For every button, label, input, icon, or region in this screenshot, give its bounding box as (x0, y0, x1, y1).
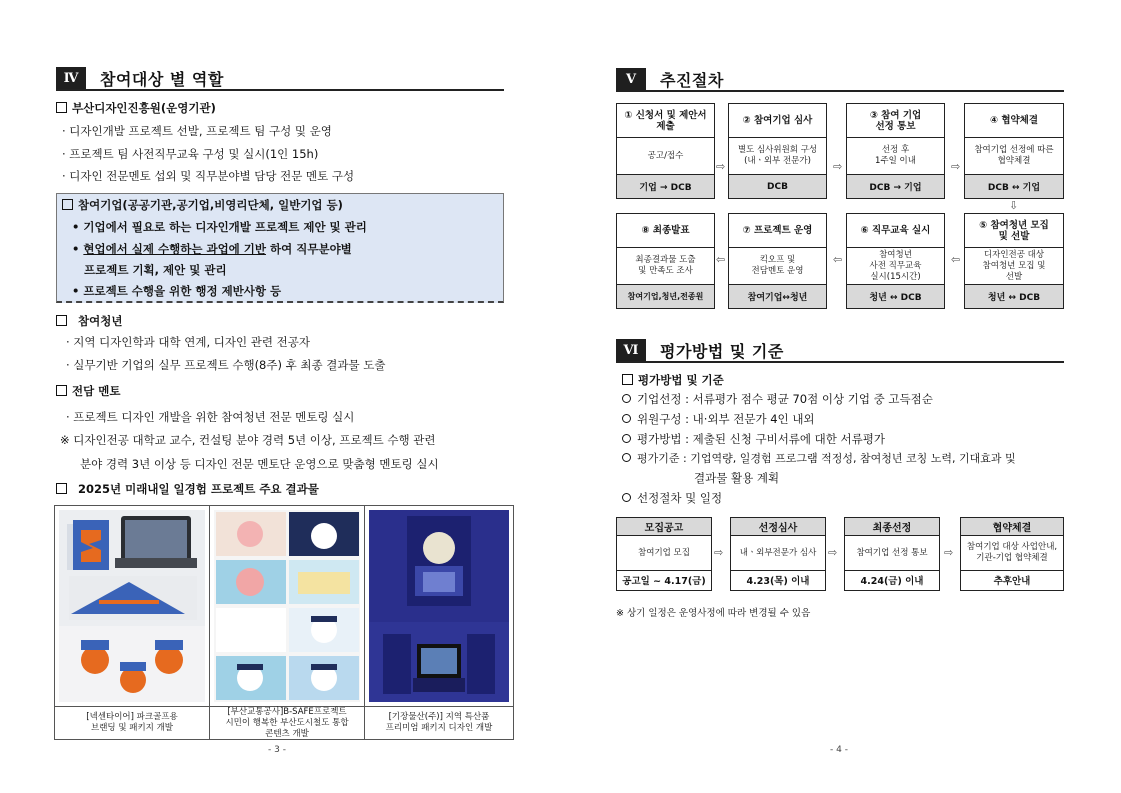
result-image-nexen (59, 510, 205, 702)
step-title: ⑤ 참여청년 모집 및 선발 (965, 214, 1063, 248)
circle-bullet-icon (622, 453, 631, 462)
circle-bullet-icon (622, 493, 631, 502)
arrow-left-icon: ⇦ (833, 253, 843, 266)
step-actor: DCB ↔ 기업 (965, 174, 1063, 198)
section-6-header (616, 339, 1064, 363)
company-title: 참여기업(공공기관,공기업,비영리단체, 일반기업 등) (78, 198, 343, 212)
section-6-number: Ⅵ (616, 339, 646, 361)
eval-item-text: 평가기준 : 기업역량, 일경험 프로그램 적정성, 참여청년 코칭 노력, 기대효과 및 (637, 452, 1016, 465)
result-bsafe (210, 506, 365, 739)
right-page (560, 0, 1121, 793)
step-desc: 선정 후 1주일 이내 (875, 145, 916, 166)
step-desc: 별도 심사위원회 구성 (내ㆍ외부 전문가) (737, 145, 818, 166)
schedule-date: 4.24(금) 이내 (845, 570, 939, 588)
step-desc: 디자인전공 대상 참여청년 모집 및 선발 (982, 249, 1046, 282)
step-actor: 청년 ↔ DCB (965, 284, 1063, 308)
step-actor: DCB → 기업 (847, 174, 944, 198)
process-step (964, 103, 1064, 199)
company-item-bullet: • (72, 242, 84, 256)
youth-item: · 실무기반 기업의 실무 프로젝트 수행(8주) 후 최종 결과물 도출 (66, 358, 386, 372)
org-heading (56, 100, 216, 116)
square-bullet-icon (56, 102, 67, 113)
arrow-right-icon: ⇨ (714, 546, 724, 559)
process-step (964, 213, 1064, 309)
result-caption: [부산교통공사]B-SAFE프로젝트 시민이 행복한 부산도시철도 통합 콘텐츠 개발 (210, 706, 364, 739)
youth-title: 참여청년 (78, 314, 123, 328)
schedule-desc: 참여기업 선정 통보 (856, 547, 928, 558)
schedule-date: 4.23(목) 이내 (731, 570, 825, 588)
section-5-title: 추진절차 (660, 70, 724, 90)
schedule-title: 선정심사 (731, 518, 825, 536)
eval-item-text: 선정절차 및 일정 (637, 491, 723, 505)
schedule-desc: 참여기업 대상 사업안내, 기관-기업 협약체결 (966, 542, 1058, 563)
section-4-header (56, 67, 504, 91)
process-step (846, 103, 945, 199)
process-step (846, 213, 945, 309)
step-title: ⑥ 직무교육 실시 (847, 214, 944, 248)
step-actor: 참여기업↔청년 (729, 284, 826, 308)
youth-item: · 지역 디자인학과 대학 연계, 디자인 관련 전공자 (66, 335, 310, 349)
page-number: - 3 - (268, 745, 286, 755)
arrow-left-icon: ⇦ (951, 253, 961, 266)
step-desc: 공고/접수 (647, 150, 684, 161)
section-5-number: Ⅴ (616, 68, 646, 90)
result-caption: [기장물산(주)] 지역 특산품 프리미엄 패키지 디자인 개발 (365, 706, 513, 739)
step-title: ⑦ 프로젝트 운영 (729, 214, 826, 248)
schedule-date: 공고일 ~ 4.17(금) (617, 570, 711, 588)
page-number: - 4 - (830, 745, 848, 755)
org-item: · 디자인개발 프로젝트 선발, 프로젝트 팀 구성 및 운영 (62, 124, 332, 138)
schedule-title: 모집공고 (617, 518, 711, 536)
results-table (54, 505, 514, 740)
result-image-gijang (369, 510, 509, 702)
process-step (616, 213, 715, 309)
eval-item (622, 411, 815, 427)
mentor-title: 전담 멘토 (72, 384, 121, 398)
schedule-step (844, 517, 940, 591)
step-actor: 참여기업,청년,전종원 (617, 284, 714, 308)
results-title: 2025년 미래내일 일경험 프로젝트 주요 결과물 (78, 482, 319, 496)
schedule-note: ※ 상기 일정은 운영사정에 따라 변경될 수 있음 (616, 608, 811, 619)
schedule-date: 추후안내 (961, 570, 1063, 588)
step-desc: 최종결과물 도출 및 만족도 조사 (635, 255, 696, 276)
step-desc: 킥오프 및 전담멘토 운영 (751, 255, 804, 276)
result-image-bsafe (214, 510, 360, 702)
process-step (728, 213, 827, 309)
section-4-number: Ⅳ (56, 67, 86, 89)
schedule-step (960, 517, 1064, 591)
circle-bullet-icon (622, 434, 631, 443)
schedule-desc: 내ㆍ외부전문가 심사 (739, 547, 817, 558)
company-item-emphasis: 현업에서 실제 수행하는 과업에 기반 (83, 242, 267, 256)
eval-item (622, 391, 933, 407)
result-nexen (55, 506, 210, 739)
org-item: · 디자인 전문멘토 섭외 및 직무분야별 담당 전문 멘토 구성 (62, 169, 355, 183)
process-step (728, 103, 827, 199)
arrow-right-icon: ⇨ (944, 546, 954, 559)
square-bullet-icon (622, 374, 633, 385)
step-actor: 기업 → DCB (617, 174, 714, 198)
org-item: · 프로젝트 팀 사전직무교육 구성 및 실시(1인 15h) (62, 147, 319, 161)
arrow-down-icon: ⇩ (1009, 199, 1019, 212)
square-bullet-icon (62, 199, 73, 210)
youth-heading (56, 313, 122, 329)
eval-item-text: 평가방법 : 제출된 신청 구비서류에 대한 서류평가 (637, 432, 885, 446)
eval-item (622, 431, 885, 447)
eval-title: 평가방법 및 기준 (638, 373, 724, 387)
section-5-header (616, 68, 1064, 92)
step-title: ⑧ 최종발표 (617, 214, 714, 248)
schedule-step (730, 517, 826, 591)
eval-item-continued: 결과물 활용 계획 (694, 471, 780, 485)
square-bullet-icon (56, 483, 67, 494)
step-desc: 참여청년 사전 직무교육 실시(15시간) (869, 249, 922, 282)
company-item: • 프로젝트 수행을 위한 행정 제반사항 등 (72, 284, 282, 298)
schedule-title: 협약체결 (961, 518, 1063, 536)
mentor-note-continued: 분야 경력 3년 이상 등 디자인 전문 멘토단 운영으로 맞춤형 멘토링 실시 (80, 457, 439, 471)
org-title: 부산디자인진흥원(운영기관) (72, 101, 216, 115)
arrow-left-icon: ⇦ (716, 253, 726, 266)
mentor-item: · 프로젝트 디자인 개발을 위한 참여청년 전문 멘토링 실시 (66, 410, 355, 424)
process-step (616, 103, 715, 199)
mentor-heading (56, 383, 120, 399)
section-4-title: 참여대상 별 역할 (100, 69, 224, 89)
schedule-step (616, 517, 712, 591)
section-6-title: 평가방법 및 기준 (660, 341, 784, 361)
circle-bullet-icon (622, 394, 631, 403)
step-actor: DCB (729, 174, 826, 198)
eval-heading (622, 372, 724, 388)
company-item-rest: 하여 직무분야별 (266, 242, 352, 256)
mentor-note: ※ 디자인전공 대학교 교수, 컨설팅 분야 경력 5년 이상, 프로젝트 수행 관련 (60, 433, 436, 447)
schedule-desc: 참여기업 모집 (638, 547, 690, 558)
eval-item-text: 위원구성 : 내·외부 전문가 4인 내외 (637, 412, 815, 426)
result-caption: [넥센타이어] 파크골프용 브랜딩 및 패키지 개발 (55, 706, 209, 739)
step-actor: 청년 ↔ DCB (847, 284, 944, 308)
step-title: ③ 참여 기업 선정 통보 (847, 104, 944, 138)
arrow-right-icon: ⇨ (951, 160, 961, 173)
eval-item (622, 451, 1016, 467)
step-title: ② 참여기업 심사 (729, 104, 826, 138)
step-desc: 참여기업 선정에 따른 협약체결 (974, 145, 1054, 166)
arrow-right-icon: ⇨ (716, 160, 726, 173)
company-item (72, 241, 352, 257)
eval-item-text: 기업선정 : 서류평가 점수 평균 70점 이상 기업 중 고득점순 (637, 392, 933, 406)
company-item-continued: 프로젝트 기획, 제안 및 관리 (84, 263, 227, 277)
step-title: ① 신청서 및 제안서 제출 (617, 104, 714, 138)
result-gijang (365, 506, 513, 739)
results-heading (56, 481, 319, 497)
left-page (0, 0, 560, 793)
eval-item (622, 490, 722, 506)
square-bullet-icon (56, 315, 67, 326)
schedule-title: 최종선정 (845, 518, 939, 536)
square-bullet-icon (56, 385, 67, 396)
company-heading (62, 197, 343, 213)
step-title: ④ 협약체결 (965, 104, 1063, 138)
arrow-right-icon: ⇨ (828, 546, 838, 559)
circle-bullet-icon (622, 414, 631, 423)
arrow-right-icon: ⇨ (833, 160, 843, 173)
company-item: • 기업에서 필요로 하는 디자인개발 프로젝트 제안 및 관리 (72, 220, 367, 234)
